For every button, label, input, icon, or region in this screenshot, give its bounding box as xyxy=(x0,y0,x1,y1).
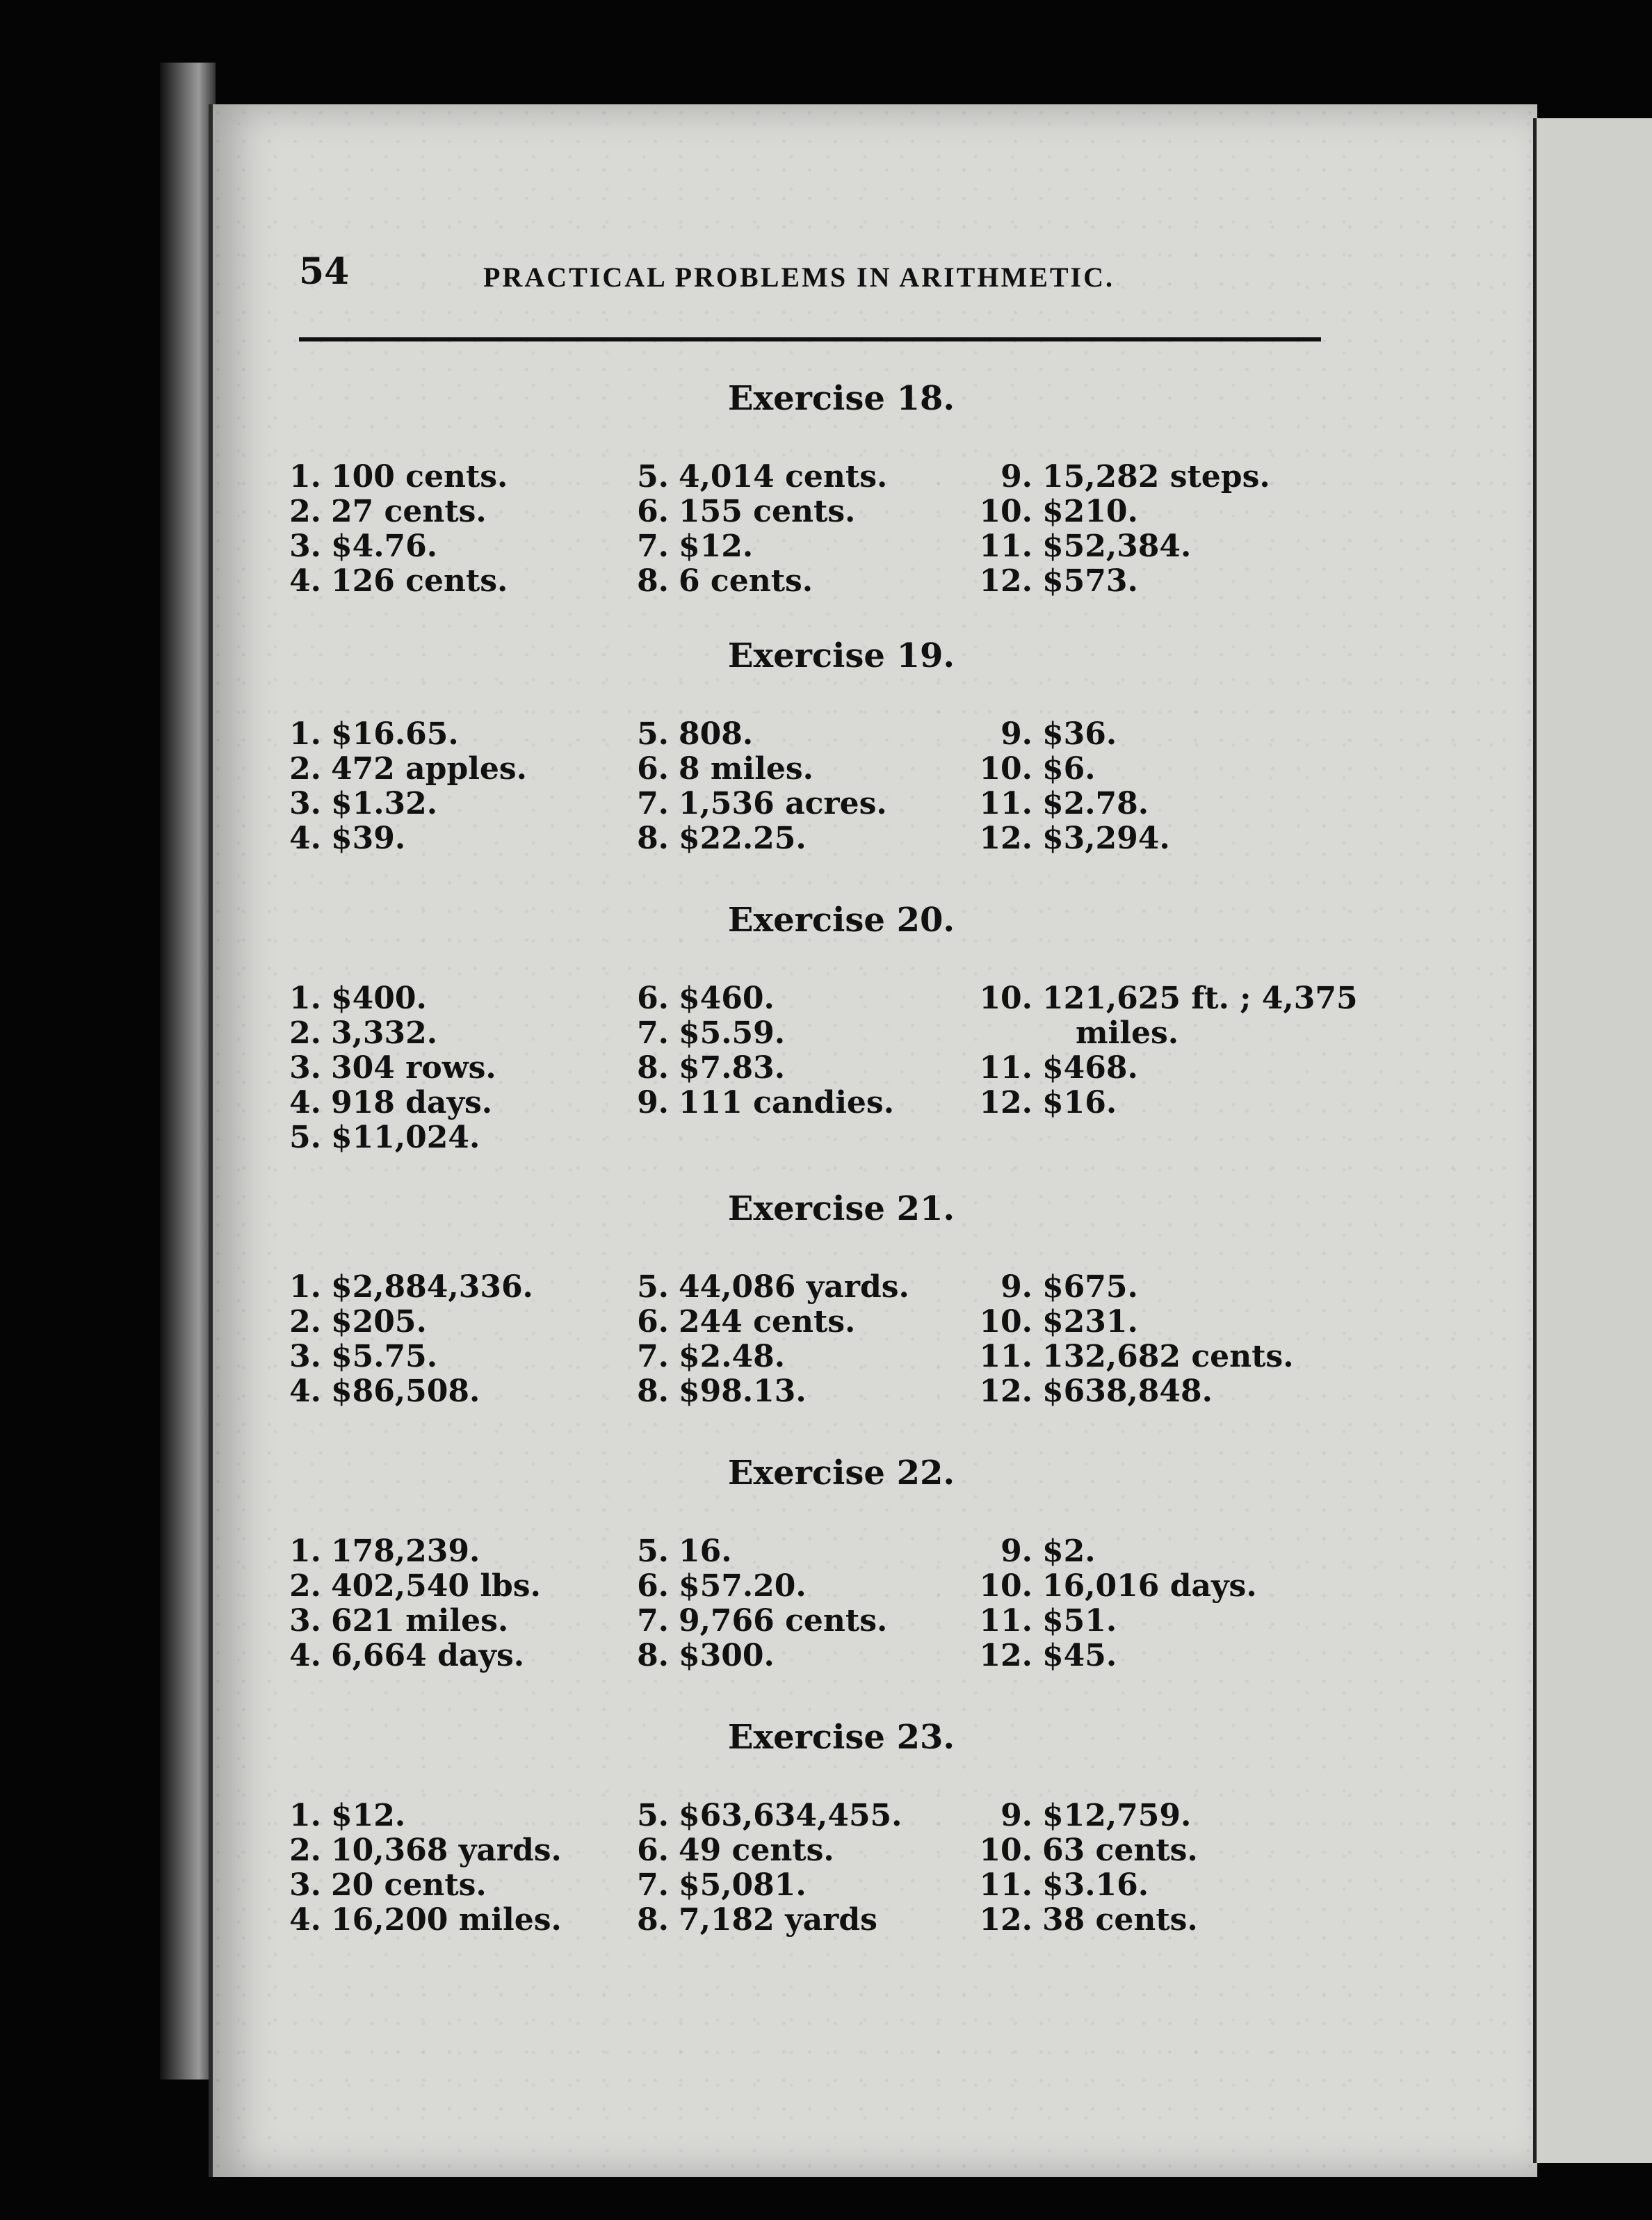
answer-item xyxy=(619,1270,970,1305)
answer-item xyxy=(271,1868,619,1903)
answer-value: $675. xyxy=(1042,1269,1138,1305)
answer-column xyxy=(970,460,1342,599)
answer-number: 5. xyxy=(637,1798,669,1833)
answer-number: 6. xyxy=(637,1833,669,1868)
answer-item xyxy=(970,1051,1342,1086)
answer-number: 6. xyxy=(637,751,669,787)
answer-item xyxy=(271,1639,619,1673)
answer-value: $16. xyxy=(1042,1085,1117,1120)
answer-item xyxy=(970,717,1342,752)
answer-number: 6. xyxy=(637,1568,669,1604)
answer-number: 11. xyxy=(979,1339,1032,1374)
answer-columns xyxy=(271,460,1342,599)
answer-number: 1. xyxy=(289,1534,321,1569)
answer-number: 1. xyxy=(289,459,321,494)
answer-value: $2.78. xyxy=(1042,786,1149,821)
answer-number: 1. xyxy=(289,1269,321,1305)
answer-column xyxy=(271,460,619,599)
answer-value: $11,024. xyxy=(331,1120,480,1155)
answer-item xyxy=(970,1639,1342,1673)
answer-item xyxy=(970,1374,1342,1409)
answer-item xyxy=(970,1016,1342,1051)
answer-column xyxy=(619,1534,970,1673)
page-number: 54 xyxy=(299,250,350,293)
answer-item xyxy=(271,717,619,752)
answer-column xyxy=(970,717,1342,856)
answer-value: 808. xyxy=(679,716,754,752)
answer-number: 11. xyxy=(979,1603,1032,1639)
answer-item xyxy=(619,1868,970,1903)
answer-value: 621 miles. xyxy=(331,1603,509,1639)
answer-item xyxy=(970,1868,1342,1903)
answer-value: $2. xyxy=(1042,1534,1096,1569)
answer-column xyxy=(619,717,970,856)
answer-value: $400. xyxy=(331,981,427,1016)
answer-number: 8. xyxy=(637,1902,669,1938)
answer-number: 11. xyxy=(979,529,1032,564)
answer-item xyxy=(619,1534,970,1569)
answer-value: $39. xyxy=(331,821,406,856)
answer-value: 132,682 cents. xyxy=(1042,1339,1294,1374)
answer-value: $468. xyxy=(1042,1050,1138,1086)
answer-number: 8. xyxy=(637,1374,669,1409)
answer-item xyxy=(619,1016,970,1051)
answer-item xyxy=(271,821,619,856)
answer-number: 1. xyxy=(289,1798,321,1833)
answer-number: 3. xyxy=(289,1603,321,1639)
answer-item xyxy=(271,1051,619,1086)
answer-number: 3. xyxy=(289,1339,321,1374)
answer-value: $7.83. xyxy=(679,1050,786,1086)
answer-number: 10. xyxy=(979,1833,1032,1868)
answer-value: miles. xyxy=(1076,1015,1179,1051)
answer-number: 3. xyxy=(289,529,321,564)
answer-value: $45. xyxy=(1042,1638,1117,1673)
answer-item xyxy=(271,1305,619,1340)
answer-item xyxy=(619,1086,970,1120)
answer-number: 7. xyxy=(637,786,669,821)
exercise-block xyxy=(271,1718,1342,1938)
answer-value: 121,625 ft. ; 4,375 xyxy=(1042,981,1358,1016)
answer-column xyxy=(271,717,619,856)
answer-number: 10. xyxy=(979,1568,1032,1604)
answer-number: 12. xyxy=(979,1085,1032,1120)
answer-item xyxy=(271,494,619,529)
answer-number: 4. xyxy=(289,1902,321,1938)
answer-item xyxy=(970,821,1342,856)
answer-number: 2. xyxy=(289,494,321,529)
answer-value: $5,081. xyxy=(679,1867,807,1903)
exercise-block xyxy=(271,379,1342,599)
answer-value: 3,332. xyxy=(331,1015,438,1051)
exercise-title: Exercise 23. xyxy=(727,1718,955,1757)
answer-number: 12. xyxy=(979,1374,1032,1409)
answer-item xyxy=(970,1305,1342,1340)
header-rule xyxy=(299,337,1321,341)
answer-value: 126 cents. xyxy=(331,563,508,599)
answer-number: 12. xyxy=(979,1638,1032,1673)
answer-column xyxy=(619,1799,970,1938)
answer-item xyxy=(271,1374,619,1409)
answer-item xyxy=(271,981,619,1016)
answer-item xyxy=(271,1270,619,1305)
answer-value: $63,634,455. xyxy=(679,1798,902,1833)
answer-item xyxy=(271,564,619,599)
answer-item xyxy=(970,564,1342,599)
answer-columns xyxy=(271,1270,1342,1409)
answer-column xyxy=(271,1534,619,1673)
answer-item xyxy=(271,1569,619,1604)
facing-page-edge xyxy=(1533,118,1652,2163)
answer-number: 1. xyxy=(289,981,321,1016)
answer-number: 8. xyxy=(637,1638,669,1673)
answer-value: $4.76. xyxy=(331,529,438,564)
answer-item xyxy=(271,1086,619,1120)
answer-number: 4. xyxy=(289,563,321,599)
answer-number: 11. xyxy=(979,1050,1032,1086)
answer-item xyxy=(970,494,1342,529)
answer-value: $52,384. xyxy=(1042,529,1192,564)
answer-value: $573. xyxy=(1042,563,1138,599)
answer-value: $300. xyxy=(679,1638,775,1673)
answer-value: $231. xyxy=(1042,1304,1138,1340)
answer-value: 27 cents. xyxy=(331,494,487,529)
answer-item xyxy=(619,717,970,752)
answer-item xyxy=(619,529,970,564)
answer-item xyxy=(271,1016,619,1051)
answer-item xyxy=(271,1340,619,1374)
answer-number: 12. xyxy=(979,563,1032,599)
answer-number: 4. xyxy=(289,1085,321,1120)
answer-number: 8. xyxy=(637,1050,669,1086)
answer-number: 5. xyxy=(637,716,669,752)
answer-value: $12. xyxy=(331,1798,406,1833)
answer-item xyxy=(619,981,970,1016)
answer-number: 6. xyxy=(637,1304,669,1340)
answer-item xyxy=(970,1799,1342,1833)
answer-value: 20 cents. xyxy=(331,1867,487,1903)
answer-number: 12. xyxy=(979,1902,1032,1938)
answer-column xyxy=(970,1270,1342,1409)
answer-value: 9,766 cents. xyxy=(679,1603,888,1639)
answer-number: 4. xyxy=(289,1374,321,1409)
answer-value: $51. xyxy=(1042,1603,1117,1639)
exercise-block xyxy=(271,1189,1342,1409)
answer-value: $2,884,336. xyxy=(331,1269,533,1305)
answer-number: 9. xyxy=(1001,459,1032,494)
exercise-block xyxy=(271,901,1358,1155)
answer-item xyxy=(619,752,970,787)
answer-number: 6. xyxy=(637,981,669,1016)
answer-value: 15,282 steps. xyxy=(1042,459,1270,494)
answer-item xyxy=(970,1569,1342,1604)
answer-number: 5. xyxy=(637,1269,669,1305)
answer-value: 63 cents. xyxy=(1042,1833,1198,1868)
answer-item xyxy=(970,1833,1342,1868)
answer-columns xyxy=(271,1534,1342,1673)
answer-number: 9. xyxy=(1001,1534,1032,1569)
answer-columns xyxy=(271,1799,1342,1938)
answer-value: 16,200 miles. xyxy=(331,1902,562,1938)
answer-number: 2. xyxy=(289,751,321,787)
answer-value: $86,508. xyxy=(331,1374,480,1409)
answer-item xyxy=(619,1305,970,1340)
answer-item xyxy=(271,752,619,787)
answer-column xyxy=(619,981,970,1155)
answer-number: 9. xyxy=(637,1085,669,1120)
answer-value: $2.48. xyxy=(679,1339,786,1374)
answer-value: 16. xyxy=(679,1534,732,1569)
answer-item xyxy=(619,1903,970,1938)
answer-item xyxy=(619,1799,970,1833)
answer-item xyxy=(970,1903,1342,1938)
answer-number: 3. xyxy=(289,786,321,821)
answer-item xyxy=(619,1639,970,1673)
answer-item xyxy=(619,1374,970,1409)
answer-item xyxy=(271,1799,619,1833)
answer-number: 4. xyxy=(289,1638,321,1673)
answer-item xyxy=(970,787,1342,821)
answer-item xyxy=(271,460,619,494)
answer-value: $12,759. xyxy=(1042,1798,1192,1833)
answer-item xyxy=(970,1604,1342,1639)
answer-column xyxy=(619,460,970,599)
answer-value: $1.32. xyxy=(331,786,438,821)
answer-number: 10. xyxy=(979,981,1032,1016)
answer-columns xyxy=(271,981,1358,1155)
answer-item xyxy=(619,1604,970,1639)
answer-number: 2. xyxy=(289,1304,321,1340)
answer-number: 2. xyxy=(289,1833,321,1868)
answer-number: 11. xyxy=(979,1867,1032,1903)
answer-item xyxy=(970,752,1342,787)
answer-number: 9. xyxy=(1001,1269,1032,1305)
answer-number: 8. xyxy=(637,563,669,599)
answer-column xyxy=(970,981,1358,1155)
answer-value: $36. xyxy=(1042,716,1117,752)
answer-number: 7. xyxy=(637,1015,669,1051)
answer-number: 1. xyxy=(289,716,321,752)
answer-column xyxy=(970,1799,1342,1938)
answer-item xyxy=(619,564,970,599)
answer-value: 402,540 lbs. xyxy=(331,1568,541,1604)
answer-number: 5. xyxy=(637,459,669,494)
answer-value: $16.65. xyxy=(331,716,459,752)
answer-item xyxy=(619,1340,970,1374)
answer-value: 49 cents. xyxy=(679,1833,834,1868)
answer-number: 10. xyxy=(979,751,1032,787)
answer-columns xyxy=(271,717,1342,856)
answer-number: 5. xyxy=(289,1120,321,1155)
answer-value: $6. xyxy=(1042,751,1096,787)
answer-item xyxy=(619,1569,970,1604)
answer-value: $98.13. xyxy=(679,1374,807,1409)
answer-item xyxy=(271,1120,619,1155)
answer-item xyxy=(619,494,970,529)
answer-item xyxy=(271,1903,619,1938)
answer-number: 6. xyxy=(637,494,669,529)
answer-value: 304 rows. xyxy=(331,1050,496,1086)
answer-column xyxy=(271,1799,619,1938)
answer-value: 4,014 cents. xyxy=(679,459,888,494)
answer-value: 44,086 yards. xyxy=(679,1269,909,1305)
answer-number: 10. xyxy=(979,494,1032,529)
book-spine xyxy=(160,63,216,2080)
exercise-title: Exercise 22. xyxy=(727,1454,955,1493)
answer-number: 3. xyxy=(289,1050,321,1086)
answer-item xyxy=(271,1833,619,1868)
answer-number: 7. xyxy=(637,1339,669,1374)
answer-item xyxy=(970,460,1342,494)
running-title: PRACTICAL PROBLEMS IN ARITHMETIC. xyxy=(483,262,1115,293)
answer-number: 10. xyxy=(979,1304,1032,1340)
answer-value: 155 cents. xyxy=(679,494,856,529)
answer-item xyxy=(970,981,1358,1016)
answer-value: $3,294. xyxy=(1042,821,1170,856)
exercise-title: Exercise 20. xyxy=(727,901,955,940)
answer-item xyxy=(619,821,970,856)
answer-value: 6,664 days. xyxy=(331,1638,525,1673)
answer-value: 100 cents. xyxy=(331,459,508,494)
answer-value: 7,182 yards xyxy=(679,1902,877,1938)
page-header xyxy=(299,250,1321,306)
answer-value: $638,848. xyxy=(1042,1374,1213,1409)
answer-number: 11. xyxy=(979,786,1032,821)
answer-number: 2. xyxy=(289,1015,321,1051)
answer-value: 6 cents. xyxy=(679,563,813,599)
answer-number: 4. xyxy=(289,821,321,856)
answer-value: $22.25. xyxy=(679,821,807,856)
answer-number: 9. xyxy=(1001,1798,1032,1833)
answer-number: 2. xyxy=(289,1568,321,1604)
answer-item xyxy=(619,460,970,494)
answer-value: 918 days. xyxy=(331,1085,493,1120)
answer-value: 8 miles. xyxy=(679,751,814,787)
answer-value: $3.16. xyxy=(1042,1867,1149,1903)
answer-number: 9. xyxy=(1001,716,1032,752)
answer-item xyxy=(271,1604,619,1639)
answer-value: $57.20. xyxy=(679,1568,807,1604)
answer-value: 10,368 yards. xyxy=(331,1833,562,1868)
exercise-title: Exercise 21. xyxy=(727,1189,955,1228)
answer-number: 5. xyxy=(637,1534,669,1569)
answer-value: 1,536 acres. xyxy=(679,786,887,821)
answer-column xyxy=(271,1270,619,1409)
answer-number: 7. xyxy=(637,1867,669,1903)
exercise-block xyxy=(271,636,1342,856)
answer-value: 472 apples. xyxy=(331,751,528,787)
answer-number: 3. xyxy=(289,1867,321,1903)
answer-column xyxy=(619,1270,970,1409)
exercise-block xyxy=(271,1454,1342,1673)
answer-value: 178,239. xyxy=(331,1534,480,1569)
answer-value: 16,016 days. xyxy=(1042,1568,1257,1604)
exercise-title: Exercise 19. xyxy=(727,636,955,675)
answer-item xyxy=(970,1086,1342,1120)
answer-value: 244 cents. xyxy=(679,1304,856,1340)
exercise-title: Exercise 18. xyxy=(727,379,955,418)
answer-item xyxy=(271,1534,619,1569)
answer-item xyxy=(271,529,619,564)
answer-value: $205. xyxy=(331,1304,427,1340)
answer-column xyxy=(271,981,619,1155)
answer-item xyxy=(970,1270,1342,1305)
answer-number: 7. xyxy=(637,1603,669,1639)
answer-value: $5.59. xyxy=(679,1015,786,1051)
answer-column xyxy=(970,1534,1342,1673)
answer-item xyxy=(970,529,1342,564)
answer-value: $210. xyxy=(1042,494,1138,529)
answer-number: 12. xyxy=(979,821,1032,856)
answer-value: 38 cents. xyxy=(1042,1902,1198,1938)
answer-item xyxy=(271,787,619,821)
answer-item xyxy=(970,1534,1342,1569)
answer-value: $12. xyxy=(679,529,754,564)
answer-item xyxy=(619,787,970,821)
answer-number: 8. xyxy=(637,821,669,856)
answer-item xyxy=(619,1833,970,1868)
answer-value: $5.75. xyxy=(331,1339,438,1374)
answer-number: 7. xyxy=(637,529,669,564)
answer-value: $460. xyxy=(679,981,775,1016)
answer-item xyxy=(619,1051,970,1086)
answer-value: 111 candies. xyxy=(679,1085,895,1120)
answer-item xyxy=(970,1340,1342,1374)
